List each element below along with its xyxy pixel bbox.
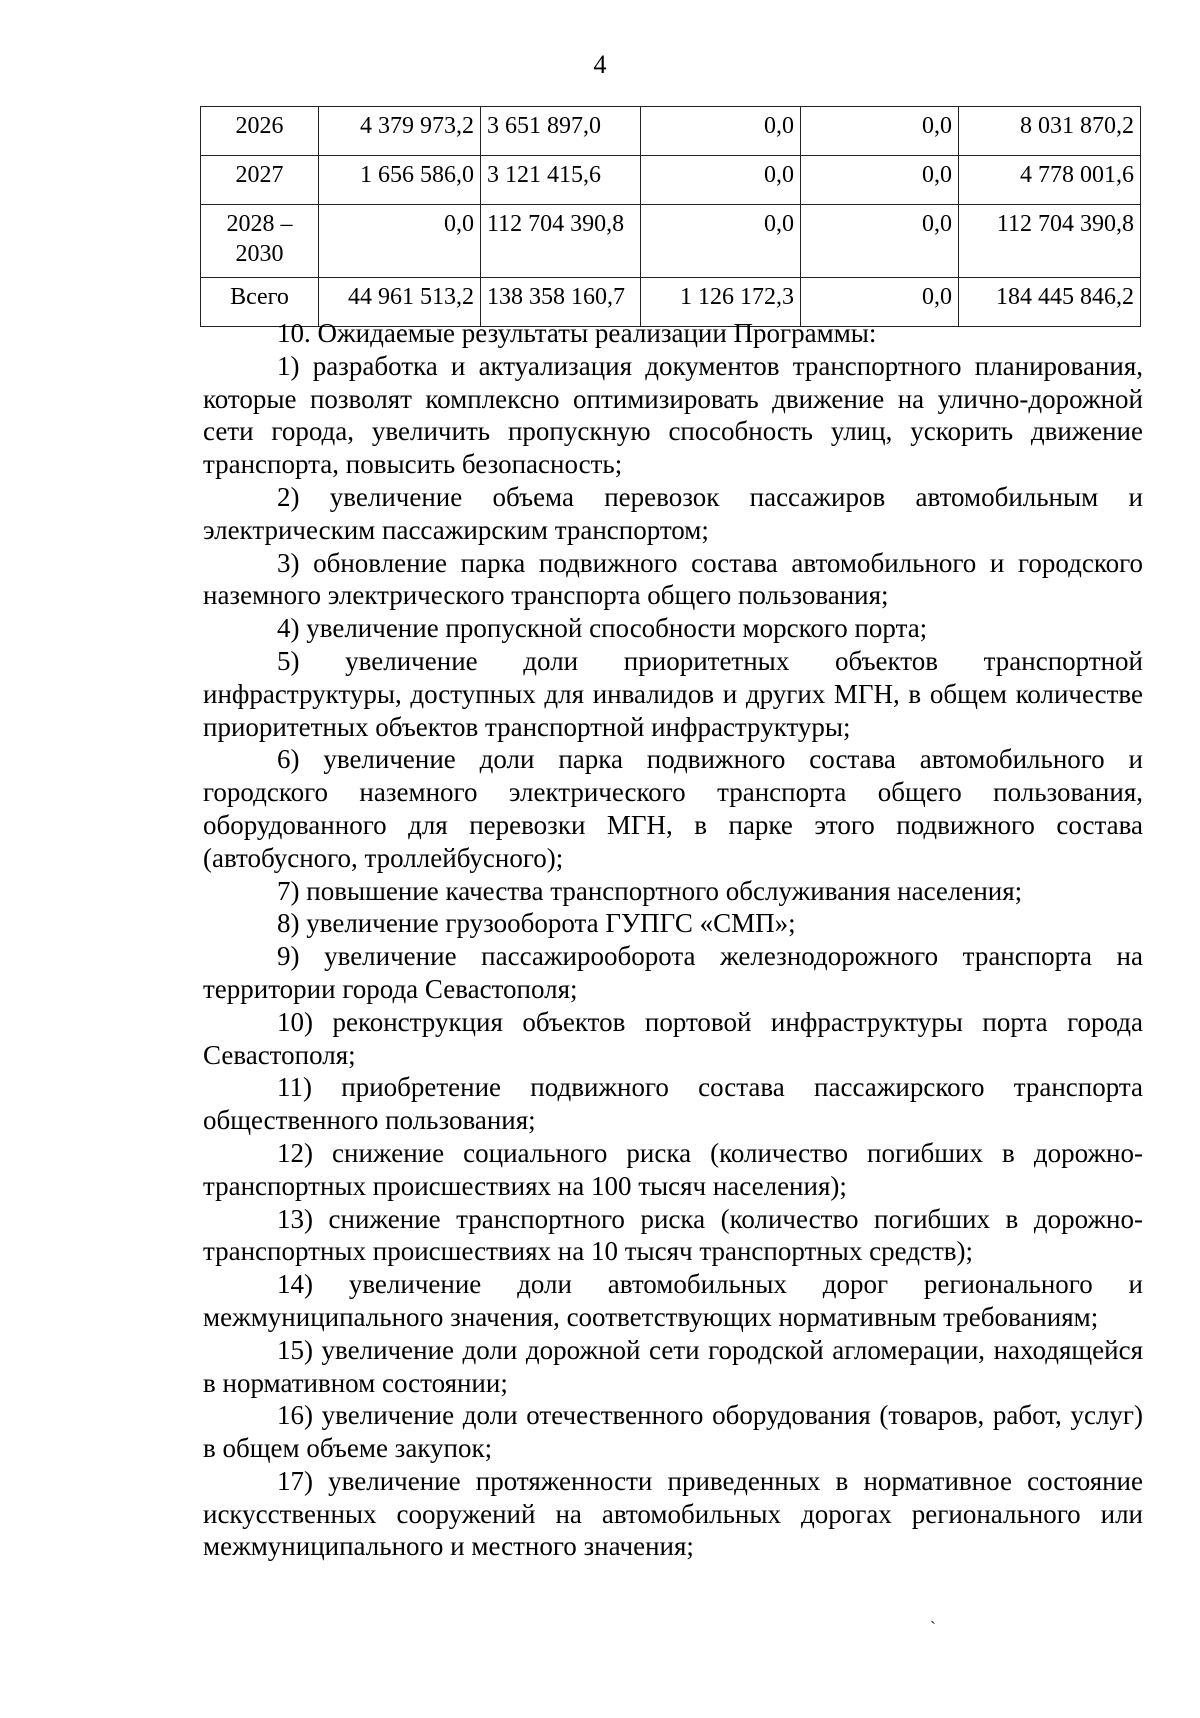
value-cell: 112 704 390,8 [481, 205, 641, 278]
value-cell: 44 961 513,2 [319, 278, 481, 327]
year-cell: 2027 [201, 156, 319, 205]
total-cell: 4 778 001,6 [959, 156, 1141, 205]
list-item: 5) увеличение доли приоритетных объектов транспортной инфраструктуры, доступных для инвалидов и других МГН, в общем количестве приоритетных объектов транспортной инфраструктуры; [203, 645, 1143, 742]
value-cell: 0,0 [641, 205, 801, 278]
value-cell: 0,0 [641, 107, 801, 156]
list-item: 16) увеличение доли отечественного оборудования (товаров, работ, услуг) в общем объеме закупок; [203, 1400, 1143, 1464]
value-cell: 1 656 586,0 [319, 156, 481, 205]
total-label-cell: Всего [201, 278, 319, 327]
list-item: 9) увеличение пассажирооборота железнодорожного транспорта на территории города Севастополя; [203, 941, 1143, 1004]
total-cell: 112 704 390,8 [959, 205, 1141, 278]
value-cell: 0,0 [801, 278, 959, 327]
list-item: 2) увеличение объема перевозок пассажиров автомобильным и электрическим пассажирским транспортом; [203, 481, 1143, 545]
value-cell: 1 126 172,3 [641, 278, 801, 327]
list-item: 10) реконструкция объектов портовой инфраструктуры порта города Севастополя; [203, 1006, 1143, 1070]
list-item: 12) снижение социального риска (количество погибших в дорожно-транспортных происшествиях на 100 тысяч населения); [203, 1137, 1143, 1201]
list-item: 13) снижение транспортного риска (количество погибших в дорожно-транспортных происшествиях на 10 тысяч транспортных средств); [203, 1203, 1143, 1267]
list-item: 1) разработка и актуализация документов транспортного планирования, которые позволят комплексно оптимизировать движение на улично-дорожной сети города, увеличить пропускную способность улиц, ускорить движение транспорта, повысить безопасность; [203, 350, 1143, 480]
year-cell: 2026 [201, 107, 319, 156]
value-cell: 0,0 [801, 205, 959, 278]
scan-mark: ˋ [930, 1618, 936, 1638]
table-row [201, 205, 1141, 278]
page-number: 4 [593, 50, 607, 79]
value-cell: 0,0 [801, 156, 959, 205]
value-cell: 3 121 415,6 [481, 156, 641, 205]
year-cell: 2028 – 2030 [201, 205, 319, 278]
table-row [201, 156, 1141, 205]
list-item: 4) увеличение пропускной способности морского порта; [277, 613, 928, 644]
list-item: 11) приобретение подвижного состава пассажирского транспорта общественного пользования; [203, 1072, 1143, 1136]
table-row [201, 107, 1141, 156]
section-heading: 10. Ожидаемые результаты реализации Программы: [277, 318, 877, 348]
list-item: 15) увеличение доли дорожной сети городской агломерации, находящейся в нормативном состоянии; [203, 1334, 1143, 1398]
budget-table [200, 106, 1141, 327]
expected-results-section [203, 317, 1143, 1563]
total-cell: 184 445 846,2 [959, 278, 1141, 327]
value-cell: 0,0 [801, 107, 959, 156]
value-cell: 4 379 973,2 [319, 107, 481, 156]
list-item: 6) увеличение доли парка подвижного состава автомобильного и городского наземного электрического транспорта общего пользования, оборудованного для перевозки МГН, в парке этого подвижного состава (автобусного, троллейбусного); [203, 744, 1143, 873]
value-cell: 0,0 [319, 205, 481, 278]
list-item: 3) обновление парка подвижного состава автомобильного и городского наземного электрического транспорта общего пользования; [203, 547, 1143, 611]
list-item: 17) увеличение протяженности приведенных в нормативное состояние искусственных сооружений на автомобильных дорогах регионального или межмуниципального и местного значения; [203, 1465, 1143, 1562]
value-cell: 3 651 897,0 [481, 107, 641, 156]
value-cell: 138 358 160,7 [481, 278, 641, 327]
list-item: 8) увеличение грузооборота ГУПГС «СМП»; [277, 908, 796, 939]
value-cell: 0,0 [641, 156, 801, 205]
list-item: 14) увеличение доли автомобильных дорог регионального и межмуниципального значения, соответствующих нормативным требованиям; [203, 1269, 1143, 1332]
list-item: 7) повышение качества транспортного обслуживания населения; [277, 875, 1023, 906]
total-cell: 8 031 870,2 [959, 107, 1141, 156]
